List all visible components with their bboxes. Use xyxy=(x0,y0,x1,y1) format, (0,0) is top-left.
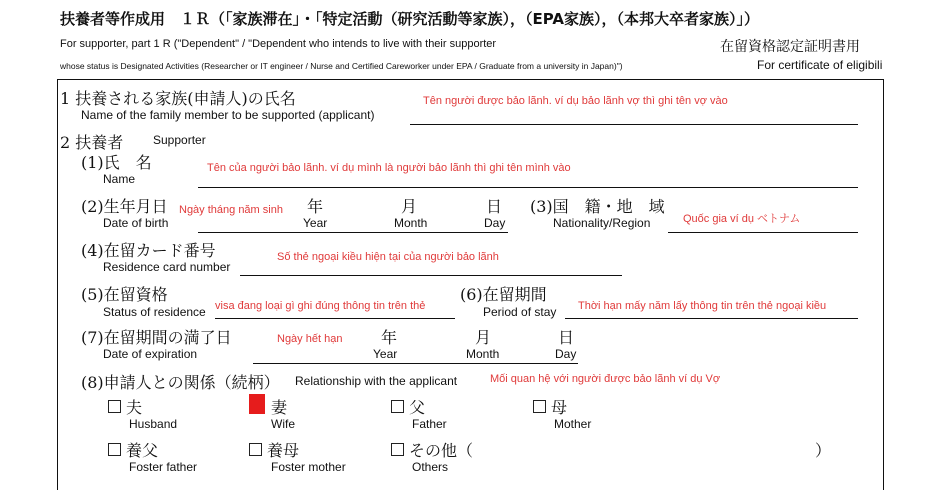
dob-note: Ngày tháng năm sinh xyxy=(179,204,283,216)
item1-note: Tên người được bảo lãnh. ví dụ bảo lãnh vợ thì ghi tên vợ vào xyxy=(423,95,728,107)
supporter-name-label-jp: (1)氏 名 xyxy=(81,153,152,172)
father-label-jp: 父 xyxy=(409,398,426,417)
header-status-description: whose status is Designated Activities (Researcher or IT engineer / Nurse and Certified Careworker under EPA / Graduate from a university in Japan)") xyxy=(60,61,623,71)
nationality-label-en: Nationality/Region xyxy=(553,216,651,230)
mother-label-en: Mother xyxy=(554,417,592,431)
nationality-label-jp: (3)国 籍・地 域 xyxy=(530,197,665,216)
nationality-field[interactable] xyxy=(668,232,858,233)
header-certificate-label: For certificate of eligibili xyxy=(757,58,883,72)
nationality-note: Quốc gia ví dụ ベトナム xyxy=(683,213,801,225)
dob-label-jp: (2)生年月日 xyxy=(81,197,168,216)
husband-checkbox[interactable] xyxy=(108,400,121,413)
header-subtitle-en: For supporter, part 1 R ("Dependent" / "Dependent who intends to live with their supporter xyxy=(60,38,497,50)
foster-father-label-jp: 養父 xyxy=(126,441,159,460)
dob-day-en: Day xyxy=(484,216,506,230)
supporter-name-label-en: Name xyxy=(103,172,136,186)
wife-label-jp: 妻 xyxy=(271,398,288,417)
expiration-label-jp: (7)在留期間の満了日 xyxy=(81,328,232,347)
form-title: 扶養者等作成用 １Ｒ（「家族滞在」・「特定活動（研究活動等家族），（EPA家族），（本邦大卒者家族）」） xyxy=(60,10,759,28)
foster-father-label-en: Foster father xyxy=(129,460,198,474)
relationship-label-jp: (8)申請人との関係（続柄） xyxy=(81,373,280,392)
foster-mother-label-jp: 養母 xyxy=(267,441,300,460)
father-checkbox[interactable] xyxy=(391,400,404,413)
residence-card-field[interactable] xyxy=(240,275,622,276)
mother-label-jp: 母 xyxy=(551,398,568,417)
dob-month-jp: 月 xyxy=(401,197,418,216)
option-foster-father[interactable] xyxy=(108,438,158,461)
mother-checkbox[interactable] xyxy=(533,400,546,413)
foster-mother-label-en: Foster mother xyxy=(271,460,346,474)
exp-year-en: Year xyxy=(373,347,398,361)
wife-checkbox-checked[interactable] xyxy=(249,394,265,414)
period-note: Thời hạn mấy năm lấy thông tin trên thẻ ngoại kiều xyxy=(578,300,827,312)
header-subtitle-jp: 在留資格認定証明書用 xyxy=(720,39,860,55)
relationship-note: Mối quan hệ với người được bảo lãnh ví dụ Vợ xyxy=(490,373,721,385)
residence-card-note: Số thẻ ngoại kiều hiện tại của người bảo lãnh xyxy=(277,251,499,263)
supporter-name-field[interactable] xyxy=(198,187,858,188)
others-label-jp: その他（ xyxy=(409,441,474,460)
item1-label-en: Name of the family member to be supported (applicant) xyxy=(81,108,375,122)
item2-label-en: Supporter xyxy=(153,133,206,147)
exp-year-jp: 年 xyxy=(381,328,398,347)
dob-day-jp: 日 xyxy=(486,197,503,216)
dob-field[interactable] xyxy=(198,232,508,233)
exp-day-jp: 日 xyxy=(558,328,575,347)
dob-month-en: Month xyxy=(394,216,428,230)
option-others[interactable] xyxy=(391,438,473,461)
item2-label-jp: 2 扶養者 xyxy=(60,133,124,152)
status-label-jp: (5)在留資格 xyxy=(81,285,168,304)
item1-label-jp: 1 扶養される家族(申請人)の氏名 xyxy=(60,89,296,108)
others-label-en: Others xyxy=(412,460,449,474)
status-field[interactable] xyxy=(215,318,455,319)
dob-label-en: Date of birth xyxy=(103,216,169,230)
residence-card-label-jp: (4)在留カード番号 xyxy=(81,241,216,260)
foster-father-checkbox[interactable] xyxy=(108,443,121,456)
option-foster-mother[interactable] xyxy=(249,438,299,461)
supporter-name-note: Tên của người bảo lãnh. ví dụ mình là người bảo lãnh thì ghi tên mình vào xyxy=(207,162,571,174)
period-field[interactable] xyxy=(565,318,858,319)
dob-year-jp: 年 xyxy=(307,197,324,216)
exp-day-en: Day xyxy=(555,347,577,361)
period-label-en: Period of stay xyxy=(483,305,557,319)
status-note: visa đang loại gì ghi đúng thông tin trên thẻ xyxy=(215,300,426,312)
others-close-paren: ） xyxy=(815,441,832,460)
others-checkbox[interactable] xyxy=(391,443,404,456)
applicant-name-field[interactable] xyxy=(410,124,858,125)
husband-label-jp: 夫 xyxy=(126,398,143,417)
wife-label-en: Wife xyxy=(271,417,295,431)
foster-mother-checkbox[interactable] xyxy=(249,443,262,456)
status-label-en: Status of residence xyxy=(103,305,206,319)
period-label-jp: (6)在留期間 xyxy=(460,285,547,304)
option-father[interactable] xyxy=(391,395,425,418)
father-label-en: Father xyxy=(412,417,447,431)
husband-label-en: Husband xyxy=(129,417,178,431)
option-husband[interactable] xyxy=(108,395,142,418)
relationship-label-en: Relationship with the applicant xyxy=(295,374,458,388)
residence-card-label-en: Residence card number xyxy=(103,260,231,274)
expiration-label-en: Date of expiration xyxy=(103,347,198,361)
dob-year-en: Year xyxy=(303,216,328,230)
exp-month-en: Month xyxy=(466,347,500,361)
expiration-field[interactable] xyxy=(253,363,578,364)
option-mother[interactable] xyxy=(533,395,567,418)
exp-month-jp: 月 xyxy=(475,328,492,347)
expiration-note: Ngày hết hạn xyxy=(277,333,343,345)
